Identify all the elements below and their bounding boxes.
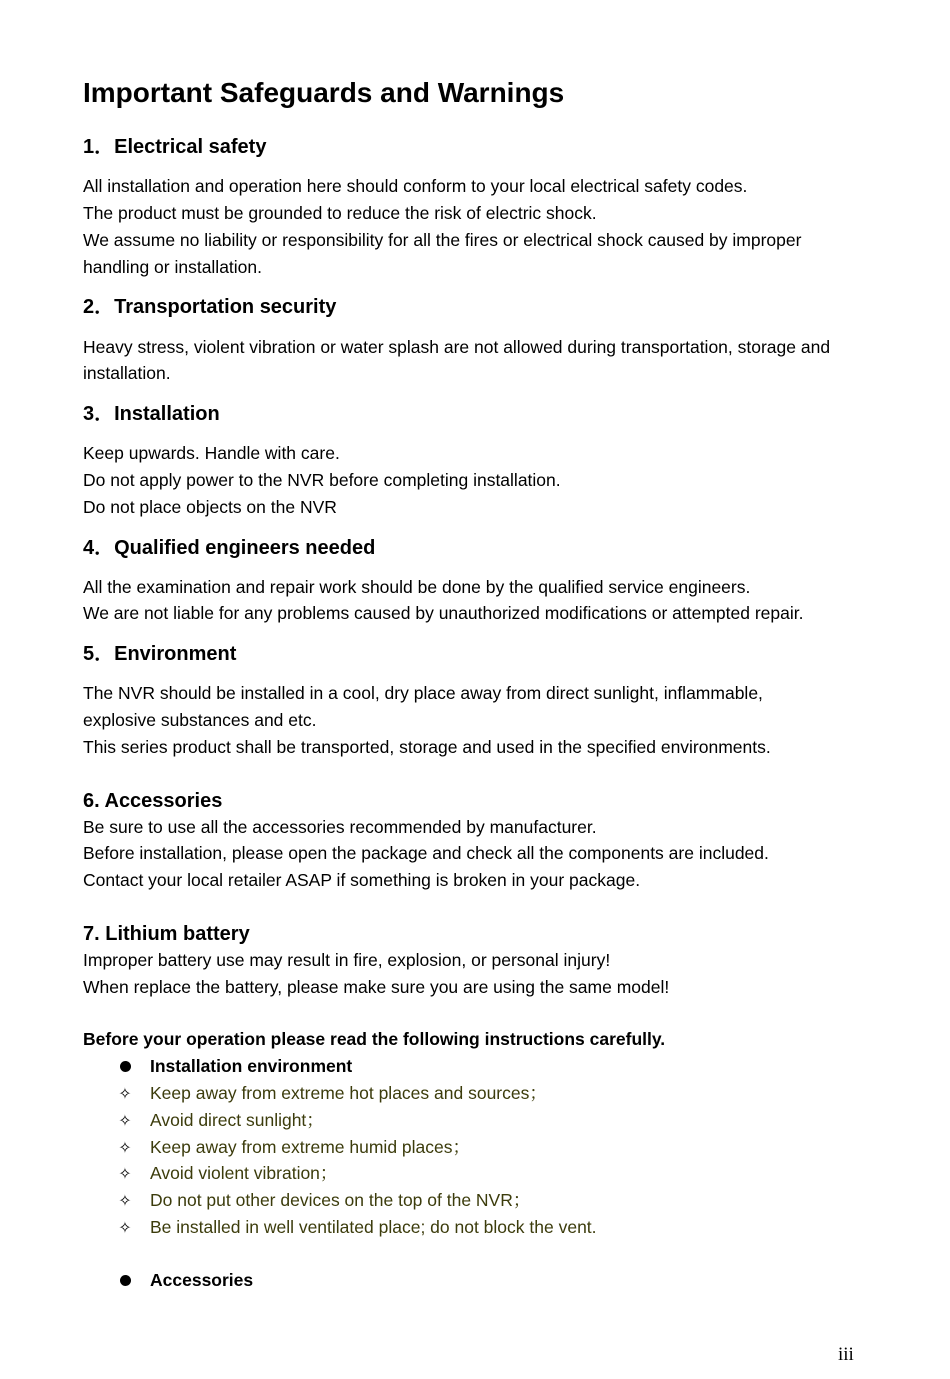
diamond-star-icon: ✧ <box>118 1218 132 1237</box>
section-line: explosive substances and etc. <box>83 710 317 730</box>
list-item-text: Avoid direct sunlight； <box>150 1110 324 1130</box>
section-line: We assume no liability or responsibility for all the fires or electrical shock caused by improper <box>83 230 802 250</box>
diamond-star-icon: ✧ <box>118 1191 132 1210</box>
section-heading-electrical-safety: 1．Electrical safety <box>83 136 267 158</box>
diamond-star-icon: ✧ <box>118 1111 132 1130</box>
section-line: Do not place objects on the NVR <box>83 497 337 517</box>
section-line: Heavy stress, violent vibration or water splash are not allowed during transportation, storage and <box>83 337 831 357</box>
list-item-text: Do not put other devices on the top of the NVR； <box>150 1190 531 1210</box>
bullet-dot-icon <box>115 1053 135 1080</box>
section-line: Improper battery use may result in fire, explosion, or personal injury! <box>83 950 611 970</box>
bullet-label: Accessories <box>150 1270 254 1290</box>
section-line: This series product shall be transported, storage and used in the specified environments. <box>83 737 771 757</box>
section-heading-lithium-battery: 7. Lithium battery <box>83 923 250 945</box>
list-item-text: Be installed in well ventilated place; do not block the vent. <box>150 1217 597 1237</box>
section-line: When replace the battery, please make sure you are using the same model! <box>83 977 670 997</box>
list-item-text: Keep away from extreme hot places and sources； <box>150 1083 547 1103</box>
section-heading-qualified-engineers: 4．Qualified engineers needed <box>83 537 376 559</box>
section-line: Be sure to use all the accessories recommended by manufacturer. <box>83 817 597 837</box>
section-heading-transportation-security: 2．Transportation security <box>83 296 337 318</box>
section-line: Contact your local retailer ASAP if something is broken in your package. <box>83 870 641 890</box>
section-line: handling or installation. <box>83 257 263 277</box>
section-line: Before installation, please open the package and check all the components are included. <box>83 843 769 863</box>
section-line: All installation and operation here should conform to your local electrical safety codes. <box>83 176 748 196</box>
section-line: Do not apply power to the NVR before completing installation. <box>83 470 561 490</box>
section-heading-accessories: 6. Accessories <box>83 790 223 812</box>
diamond-star-icon: ✧ <box>118 1164 132 1183</box>
bullet-dot-icon <box>115 1267 135 1294</box>
section-line: We are not liable for any problems caused by unauthorized modifications or attempted repair. <box>83 603 804 623</box>
page-number: iii <box>838 1344 854 1365</box>
page-title: Important Safeguards and Warnings <box>83 77 565 108</box>
bullet-label: Installation environment <box>150 1056 353 1076</box>
section-line: installation. <box>83 363 171 383</box>
list-item-text: Keep away from extreme humid places； <box>150 1137 470 1157</box>
section-line: The product must be grounded to reduce the risk of electric shock. <box>83 203 597 223</box>
section-line: Keep upwards. Handle with care. <box>83 443 340 463</box>
section-heading-installation: 3．Installation <box>83 403 220 425</box>
section-line: The NVR should be installed in a cool, dry place away from direct sunlight, inflammable, <box>83 683 763 703</box>
section-heading-environment: 5．Environment <box>83 643 237 665</box>
diamond-star-icon: ✧ <box>118 1084 132 1103</box>
section-line: All the examination and repair work should be done by the qualified service engineers. <box>83 577 751 597</box>
diamond-star-icon: ✧ <box>118 1138 132 1157</box>
instructions-intro: Before your operation please read the following instructions carefully. <box>83 1029 666 1049</box>
list-item-text: Avoid violent vibration； <box>150 1163 338 1183</box>
